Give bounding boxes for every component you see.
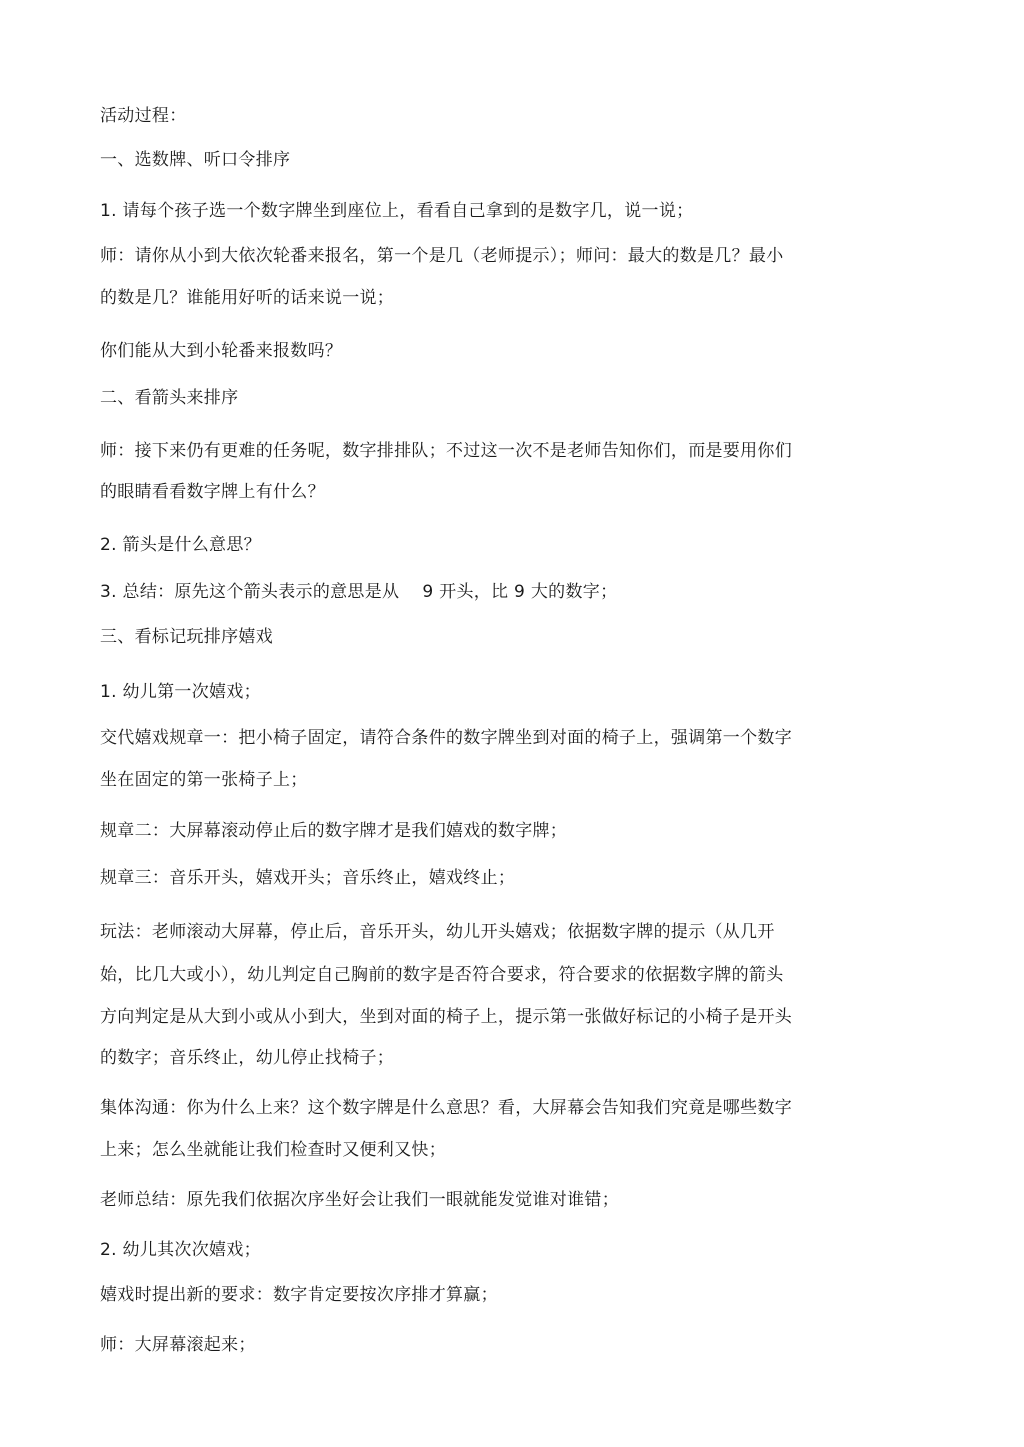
paragraph-line: 2. 箭头是什么意思？: [100, 535, 261, 555]
section-heading-1: 一、选数牌、听口令排序: [100, 150, 291, 170]
paragraph-line: 玩法：老师滚动大屏幕，停止后，音乐开头，幼儿开头嬉戏；依据数字牌的提示（从几开: [100, 922, 775, 942]
paragraph-line: 师：请你从小到大依次轮番来报名，第一个是几（老师提示）；师问：最大的数是几？最小: [100, 246, 784, 266]
section-heading-2: 二、看箭头来排序: [100, 388, 239, 408]
paragraph-line: 的数是几？谁能用好听的话来说一说；: [100, 288, 395, 308]
paragraph-line: 规章二：大屏幕滚动停止后的数字牌才是我们嬉戏的数字牌；: [100, 821, 568, 841]
paragraph-line: 始，比几大或小），幼儿判定自己胸前的数字是否符合要求，符合要求的依据数字牌的箭头: [100, 965, 784, 985]
paragraph-line: 老师总结：原先我们依据次序坐好会让我们一眼就能发觉谁对谁错；: [100, 1190, 619, 1210]
paragraph-line: 坐在固定的第一张椅子上；: [100, 770, 308, 790]
paragraph-line: 的眼睛看看数字牌上有什么？: [100, 482, 325, 502]
paragraph-line: 2. 幼儿其次次嬉戏；: [100, 1240, 261, 1260]
paragraph-line: 1. 请每个孩子选一个数字牌坐到座位上，看看自己拿到的是数字几，说一说；: [100, 201, 694, 221]
paragraph-line: 你们能从大到小轮番来报数吗？: [100, 341, 343, 361]
paragraph-line: 集体沟通：你为什么上来？这个数字牌是什么意思？看，大屏幕会告知我们究竟是哪些数字: [100, 1098, 792, 1118]
paragraph-line: 师：接下来仍有更难的任务呢，数字排排队；不过这一次不是老师告知你们，而是要用你们: [100, 441, 792, 461]
paragraph-line: 交代嬉戏规章一：把小椅子固定，请符合条件的数字牌坐到对面的椅子上，强调第一个数字: [100, 728, 792, 748]
paragraph-line: 3. 总结：原先这个箭头表示的意思是从 9 开头，比 9 大的数字；: [100, 582, 618, 602]
paragraph-line: 规章三：音乐开头，嬉戏开头；音乐终止，嬉戏终止；: [100, 868, 516, 888]
section-heading-3: 三、看标记玩排序嬉戏: [100, 627, 273, 647]
paragraph-line: 1. 幼儿第一次嬉戏；: [100, 682, 261, 702]
paragraph-line: 嬉戏时提出新的要求：数字肯定要按次序排才算赢；: [100, 1285, 498, 1305]
paragraph-line: 师：大屏幕滚起来；: [100, 1335, 256, 1355]
paragraph-line: 的数字；音乐终止，幼儿停止找椅子；: [100, 1048, 395, 1068]
paragraph-line: 上来；怎么坐就能让我们检查时又便利又快；: [100, 1140, 446, 1160]
paragraph-line: 方向判定是从大到小或从小到大，坐到对面的椅子上，提示第一张做好标记的小椅子是开头: [100, 1007, 792, 1027]
section-heading-activity-process: 活动过程：: [100, 106, 187, 126]
